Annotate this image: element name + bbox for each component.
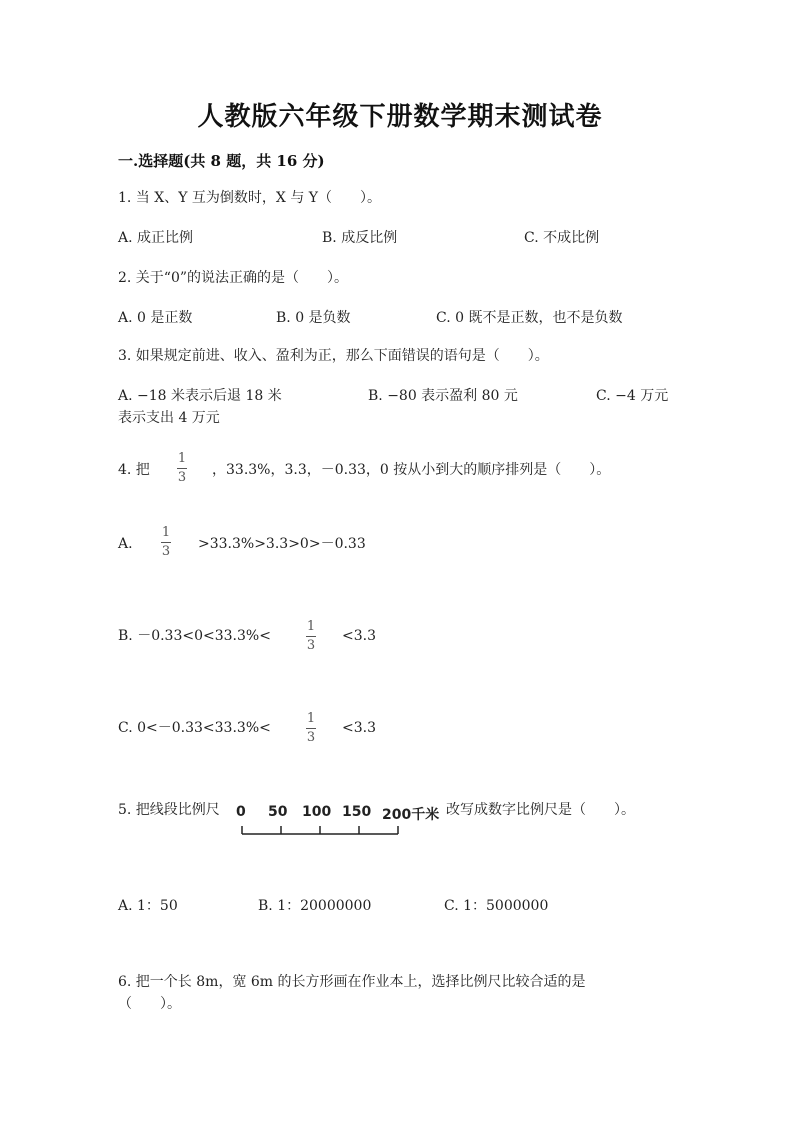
- q2-option-a: A. 0 是正数: [118, 310, 193, 326]
- q4-option-c-end: <3.3: [342, 720, 376, 736]
- scale-label-200: 200千米: [382, 807, 440, 823]
- fraction-one-third: [306, 712, 316, 745]
- fraction-one-third: [161, 526, 171, 559]
- fraction-bar: [306, 636, 316, 637]
- fraction-numerator: 1: [177, 451, 187, 466]
- question-4-prefix: 4. 把: [118, 462, 150, 478]
- q3-option-b: B. −80 表示盈利 80 元: [368, 388, 518, 404]
- q5-option-b: B. 1：20000000: [258, 898, 372, 914]
- fraction-denominator: 3: [306, 638, 316, 653]
- fraction-denominator: 3: [306, 730, 316, 745]
- q4-option-a-label: A.: [118, 536, 133, 552]
- section-heading: 一.选择题(共 8 题，共 16 分): [118, 152, 325, 170]
- fraction-numerator: 1: [306, 711, 316, 726]
- q3-option-a: A. −18 米表示后退 18 米: [118, 388, 282, 404]
- q4-option-b: B. －0.33<0<33.3%<: [118, 628, 271, 644]
- q2-option-b: B. 0 是负数: [276, 310, 351, 326]
- line-segment-scale-bar: [236, 804, 446, 840]
- fraction-numerator: 1: [306, 619, 316, 634]
- fraction-denominator: 3: [161, 544, 171, 559]
- question-3: 3. 如果规定前进、收入、盈利为正，那么下面错误的语句是（ ）。: [118, 348, 549, 364]
- q1-option-b: B. 成反比例: [322, 230, 398, 246]
- scale-label-100: 100: [302, 804, 332, 820]
- q3-option-c: C. −4 万元: [596, 388, 669, 404]
- fraction-bar: [161, 542, 171, 543]
- fraction-bar: [306, 728, 316, 729]
- fraction-bar: [177, 468, 187, 469]
- q5-option-a: A. 1：50: [118, 898, 178, 914]
- q4-option-c: C. 0<－0.33<33.3%<: [118, 720, 271, 736]
- q1-option-c: C. 不成比例: [524, 230, 600, 246]
- fraction-denominator: 3: [177, 470, 187, 485]
- question-6-continued: （ ）。: [118, 996, 181, 1012]
- q4-option-b-end: <3.3: [342, 628, 376, 644]
- fraction-numerator: 1: [161, 525, 171, 540]
- page-title: 人教版六年级下册数学期末测试卷: [197, 102, 603, 132]
- scale-label-150: 150: [342, 804, 372, 820]
- question-5-prefix: 5. 把线段比例尺: [118, 802, 220, 818]
- scale-line: [236, 804, 446, 840]
- question-2: 2. 关于“0”的说法正确的是（ ）。: [118, 270, 349, 286]
- q3-option-c-continued: 表示支出 4 万元: [118, 410, 220, 426]
- fraction-one-third: [177, 452, 187, 485]
- scale-label-50: 50: [268, 804, 288, 820]
- question-5-text: 改写成数字比例尺是（ ）。: [446, 802, 635, 818]
- scale-label-0: 0: [236, 804, 246, 820]
- question-4-text: ，33.3%，3.3，－0.33，0 按从小到大的顺序排列是（ ）。: [212, 462, 611, 478]
- fraction-one-third: [306, 620, 316, 653]
- question-1: 1. 当 X、Y 互为倒数时，X 与 Y（ ）。: [118, 190, 382, 206]
- q1-option-a: A. 成正比例: [118, 230, 194, 246]
- q5-option-c: C. 1：5000000: [444, 898, 549, 914]
- q4-option-a: >33.3%>3.3>0>－0.33: [198, 536, 366, 552]
- question-6: 6. 把一个长 8m，宽 6m 的长方形画在作业本上，选择比例尺比较合适的是: [118, 974, 586, 990]
- q2-option-c: C. 0 既不是正数，也不是负数: [436, 310, 623, 326]
